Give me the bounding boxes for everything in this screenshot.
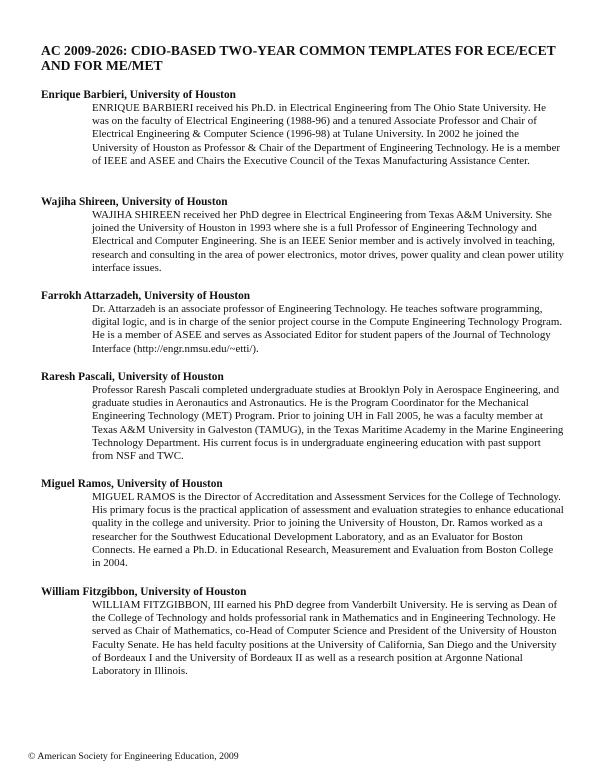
- author-name: Enrique Barbieri, University of Houston: [41, 89, 236, 101]
- author-name: Raresh Pascali, University of Houston: [41, 371, 224, 383]
- author-bio: Professor Raresh Pascali completed undergraduate studies at Brooklyn Poly in Aerospace Engineering, and graduate studies in Aeronautics and Astronautics. He is the Program Coordinator for the Mechanical Engineering Technology (MET) Program. Prior to joining UH in Fall 2005, he was a faculty member at Texas A&M University in Galveston (TAMUG), in the Texas Maritime Academy in the Marine Engineering Technology Department. His current focus is in undergraduate engineering education with past support from NSF and TWC.: [92, 384, 564, 463]
- author-bio: WAJIHA SHIREEN received her PhD degree in Electrical Engineering from Texas A&M University. She joined the University of Houston in 1993 where she is a full Professor of Engineering Technology and Electrical and Computer Engineering. She is an IEEE Senior member and is actively involved in teaching, research and consulting in the area of power electronics, motor drives, power quality and clean power utility interface issues.: [92, 209, 564, 274]
- author-block-fitzgibbon: [41, 586, 581, 678]
- author-name: Wajiha Shireen, University of Houston: [41, 196, 228, 208]
- author-name: Farrokh Attarzadeh, University of Houston: [41, 290, 251, 302]
- author-name: Miguel Ramos, University of Houston: [41, 478, 223, 490]
- copyright-footer: © American Society for Engineering Education, 2009: [28, 751, 239, 762]
- author-block-pascali: [41, 371, 581, 463]
- author-bio: ENRIQUE BARBIERI received his Ph.D. in Electrical Engineering from The Ohio State University. He was on the faculty of Electrical Engineering (1988-96) and a tenured Associate Professor and Chair of Electrical Engineering & Computer Science (1996-98) at Tulane University. In 2002 he joined the University of Houston as Professor & Chair of the Department of Engineering Technology. He is a member of IEEE and ASEE and Chairs the Executive Council of the Texas Manufacturing Assistance Center.: [92, 102, 561, 167]
- author-block-ramos: [41, 478, 581, 570]
- page-title: AC 2009-2026: CDIO-BASED TWO-YEAR COMMON TEMPLATES FOR ECE/ECET AND FOR ME/MET: [41, 43, 556, 73]
- author-block-shireen: [41, 196, 581, 275]
- author-block-barbieri: [41, 89, 581, 168]
- author-bio: MIGUEL RAMOS is the Director of Accreditation and Assessment Services for the College of Technology. His primary focus is the practical application of assessment and evaluation strategies to enhance educational quality in the college and university. Prior to joining the University of Houston, Dr. Ramos worked as a researcher for the Southwest Educational Development Laboratory, and as an Evaluator for Boston Connects. He earned a Ph.D. in Educational Research, Measurement and Evaluation from Boston College in 2004.: [92, 491, 564, 570]
- author-block-attarzadeh: [41, 290, 581, 356]
- author-bio: WILLIAM FITZGIBBON, III earned his PhD degree from Vanderbilt University. He is serving as Dean of the College of Technology and holds professorial rank in Mathematics and in Engineering Technology. He served as Chair of Mathematics, co-Head of Computer Science and President of the University of Houston Faculty Senate. He has held faculty positions at the University of California, San Diego and the University of Bordeaux I and the University of Bordeaux II as well as a research position at Argonne National Laboratory in Illinois.: [92, 599, 558, 678]
- author-name: William Fitzgibbon, University of Houston: [41, 586, 247, 598]
- author-bio: Dr. Attarzadeh is an associate professor of Engineering Technology. He teaches software programming, digital logic, and is in charge of the senior project course in the Compute Engineering Technology Program. He is a member of ASEE and serves as Associated Editor for student papers of the Journal of Technology Interface (http://engr.nmsu.edu/~etti/).: [92, 303, 563, 355]
